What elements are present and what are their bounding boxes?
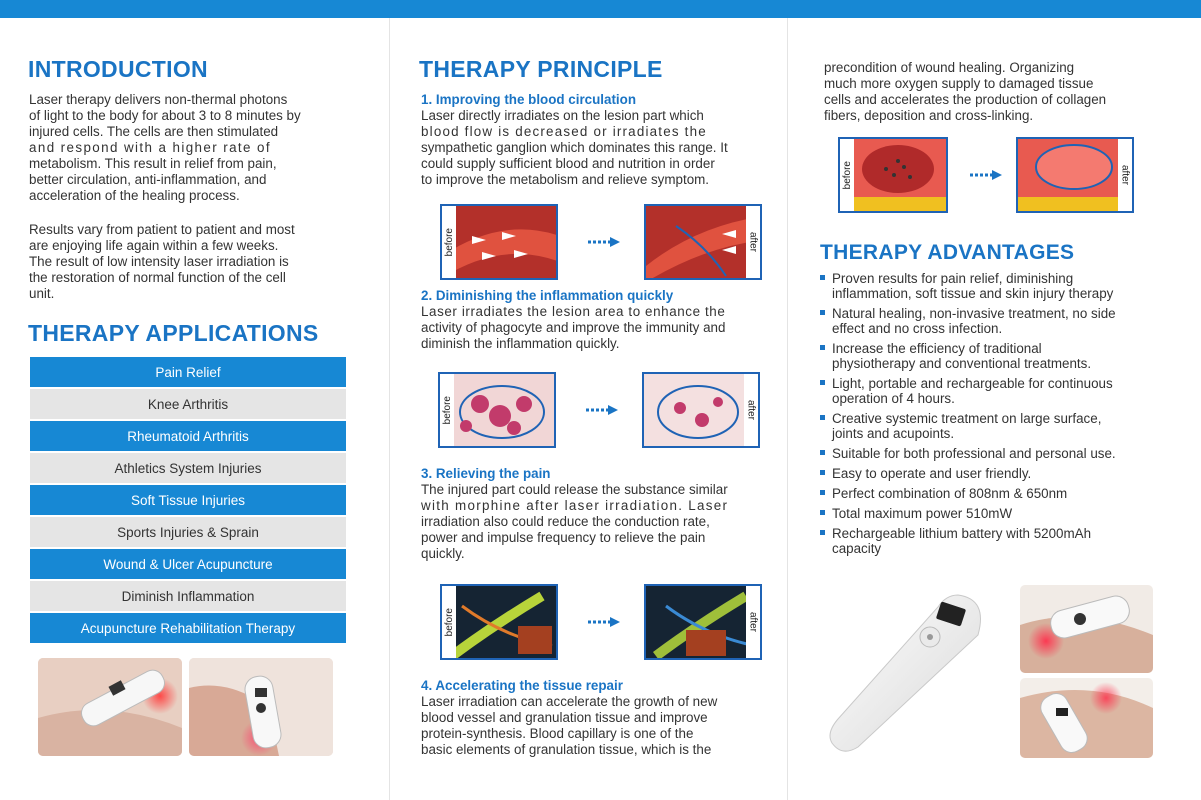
introduction-paragraph-1: [29, 92, 353, 204]
device-on-knee-photo: [1020, 678, 1153, 758]
arrow-right-icon: [588, 615, 620, 629]
applications-title: THERAPY APPLICATIONS: [28, 320, 319, 346]
intro-line: the restoration of normal function of the cell: [29, 270, 286, 285]
principle-line: irradiation also could reduce the conduction rate,: [421, 514, 710, 529]
application-item: Sports Injuries & Sprain: [30, 517, 346, 547]
advantage-item: [820, 271, 1150, 301]
bullet-icon: [820, 490, 825, 495]
bullet-icon: [820, 380, 825, 385]
arrow-right-icon: [970, 168, 1002, 182]
advantage-item: [820, 411, 1150, 441]
bullet-icon: [820, 530, 825, 535]
principle-section-4: [421, 678, 761, 758]
after-image: [642, 372, 760, 448]
principle-line: diminish the inflammation quickly.: [421, 336, 620, 351]
principle-line: sympathetic ganglion which dominates this range. It: [421, 140, 728, 155]
application-item: Pain Relief: [30, 357, 346, 387]
before-tag: [442, 206, 456, 278]
advantage-line: Suitable for both professional and personal use.: [832, 446, 1116, 461]
after-tag: [1118, 139, 1132, 211]
after-tag: [746, 206, 760, 278]
bullet-icon: [820, 310, 825, 315]
application-item: Acupuncture Rehabilitation Therapy: [30, 613, 346, 643]
application-item: Knee Arthritis: [30, 389, 346, 419]
advantage-item: [820, 446, 1150, 461]
intro-line: metabolism. This result in relief from pain,: [29, 156, 277, 171]
advantage-line: effect and no cross infection.: [832, 321, 1003, 336]
before-image: [440, 204, 558, 280]
advantage-line: operation of 4 hours.: [832, 391, 955, 406]
after-label: after: [747, 231, 759, 252]
bullet-icon: [820, 275, 825, 280]
bullet-icon: [820, 415, 825, 420]
laser-device-photo: [818, 585, 1014, 757]
continued-line: precondition of wound healing. Organizing: [824, 60, 1075, 75]
after-tag: [746, 586, 760, 658]
before-label: before: [443, 607, 455, 637]
blood-circulation-illustration: [440, 204, 762, 280]
continued-paragraph: [824, 60, 1142, 124]
before-label: before: [441, 395, 453, 425]
bullet-icon: [820, 470, 825, 475]
intro-line: are enjoying life again within a few weeks.: [29, 238, 279, 253]
intro-line: Laser therapy delivers non-thermal photons: [29, 92, 288, 107]
principle-heading: 4. Accelerating the tissue repair: [421, 678, 623, 693]
after-label: after: [1119, 164, 1131, 185]
principle-line: power and impulse frequency to relieve the pain: [421, 530, 706, 545]
advantage-line: joints and acupoints.: [832, 426, 955, 441]
application-item: Rheumatoid Arthritis: [30, 421, 346, 451]
advantage-item: [820, 486, 1150, 501]
advantage-line: Perfect combination of 808nm & 650nm: [832, 486, 1068, 501]
advantage-item: [820, 506, 1150, 521]
before-tag: [840, 139, 854, 211]
introduction-paragraph-2: [29, 222, 353, 302]
advantage-line: Proven results for pain relief, diminishing: [832, 271, 1074, 286]
intro-line: Results vary from patient to patient and most: [29, 222, 295, 237]
intro-line: and respond with a higher rate of: [29, 140, 271, 155]
advantage-item: [820, 306, 1150, 336]
intro-line: better circulation, anti-inflammation, and: [29, 172, 267, 187]
advantage-item: [820, 341, 1150, 371]
bullet-icon: [820, 450, 825, 455]
before-image: [438, 372, 556, 448]
advantage-item: [820, 526, 1150, 556]
after-label: after: [747, 611, 759, 632]
inflammation-illustration: [438, 372, 760, 448]
principle-line: quickly.: [421, 546, 465, 561]
bullet-icon: [820, 510, 825, 515]
before-image: [440, 584, 558, 660]
principle-heading: 2. Diminishing the inflammation quickly: [421, 288, 674, 303]
advantages-title: THERAPY ADVANTAGES: [820, 241, 1075, 264]
bullet-icon: [820, 345, 825, 350]
advantage-item: [820, 466, 1150, 481]
device-on-elbow-photo: [1020, 585, 1153, 673]
continued-line: cells and accelerates the production of collagen: [824, 92, 1107, 107]
intro-line: acceleration of the healing process.: [29, 188, 240, 203]
arrow-right-icon: [586, 403, 618, 417]
application-item: Athletics System Injuries: [30, 453, 346, 483]
intro-line: of light to the body for about 3 to 8 minutes by: [29, 108, 301, 123]
after-image: [644, 584, 762, 660]
principle-line: Laser irradiation can accelerate the growth of new: [421, 694, 718, 709]
after-image: [644, 204, 762, 280]
advantage-line: Increase the efficiency of traditional: [832, 341, 1042, 356]
continued-line: much more oxygen supply to damaged tissue: [824, 76, 1094, 91]
principle-line: blood vessel and granulation tissue and improve: [421, 710, 708, 725]
principle-line: Laser irradiates the lesion area to enhance the: [421, 304, 726, 319]
principle-line: could supply sufficient blood and nutrition in order: [421, 156, 715, 171]
arrow-right-icon: [588, 235, 620, 249]
advantage-line: Creative systemic treatment on large surface,: [832, 411, 1102, 426]
device-on-shoulder-photo: [189, 658, 333, 756]
application-item: Wound & Ulcer Acupuncture: [30, 549, 346, 579]
introduction-title: INTRODUCTION: [28, 56, 208, 82]
principle-line: activity of phagocyte and improve the immunity and: [421, 320, 726, 335]
tissue-repair-illustration: [838, 137, 1134, 213]
principle-line: basic elements of granulation tissue, which is the: [421, 742, 712, 757]
application-item: Diminish Inflammation: [30, 581, 346, 611]
before-label: before: [443, 227, 455, 257]
advantage-line: Total maximum power 510mW: [832, 506, 1013, 521]
top-banner: [0, 0, 1201, 18]
principle-line: with morphine after laser irradiation. Laser: [421, 498, 729, 513]
principle-section-3: [421, 466, 761, 562]
before-tag: [440, 374, 454, 446]
advantage-line: Rechargeable lithium battery with 5200mAh: [832, 526, 1092, 541]
panel-fold-1: [389, 18, 390, 800]
after-image: [1016, 137, 1134, 213]
advantage-line: capacity: [832, 541, 882, 556]
principle-section-2: [421, 288, 761, 352]
intro-line: injured cells. The cells are then stimulated: [29, 124, 279, 139]
advantage-line: Easy to operate and user friendly.: [832, 466, 1032, 481]
principle-title: THERAPY PRINCIPLE: [419, 56, 663, 82]
continued-line: fibers, deposition and cross-linking.: [824, 108, 1034, 123]
panel-fold-2: [787, 18, 788, 800]
before-tag: [442, 586, 456, 658]
advantage-item: [820, 376, 1150, 406]
principle-heading: 3. Relieving the pain: [421, 466, 551, 481]
device-on-arm-photo: [38, 658, 182, 756]
principle-line: blood flow is decreased or irradiates the: [421, 124, 707, 139]
before-label: before: [841, 160, 853, 190]
advantage-line: Light, portable and rechargeable for continuous: [832, 376, 1113, 391]
principle-line: Laser directly irradiates on the lesion part which: [421, 108, 704, 123]
principle-line: The injured part could release the substance similar: [421, 482, 728, 497]
advantage-line: Natural healing, non-invasive treatment, no side: [832, 306, 1116, 321]
advantage-line: inflammation, soft tissue and skin injury therapy: [832, 286, 1114, 301]
advantage-line: physiotherapy and conventional treatments.: [832, 356, 1092, 371]
before-image: [838, 137, 948, 213]
principle-heading: 1. Improving the blood circulation: [421, 92, 637, 107]
intro-line: The result of low intensity laser irradiation is: [29, 254, 289, 269]
after-tag: [744, 374, 758, 446]
applications-list: [30, 357, 346, 645]
principle-line: to improve the metabolism and relieve symptom.: [421, 172, 710, 187]
pain-relief-illustration: [440, 584, 762, 660]
intro-line: unit.: [29, 286, 55, 301]
principle-line: protein-synthesis. Blood capillary is one of the: [421, 726, 694, 741]
advantages-list: [820, 271, 1150, 561]
application-item: Soft Tissue Injuries: [30, 485, 346, 515]
after-label: after: [745, 399, 757, 420]
principle-section-1: [421, 92, 761, 188]
